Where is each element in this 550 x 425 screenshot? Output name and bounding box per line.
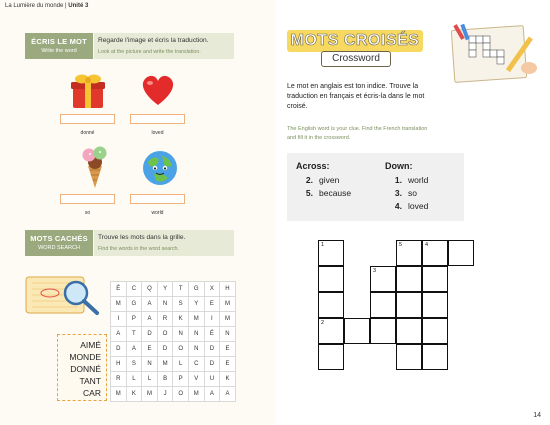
crossword-cell[interactable] [370,318,396,344]
word-list [57,334,107,401]
grid-cell[interactable]: A [126,342,142,357]
grid-cell[interactable]: É [111,282,127,297]
crossword-cell[interactable]: 1 [318,240,344,266]
crossword-cell[interactable] [422,292,448,318]
down-clue: 1. world [394,175,429,185]
list-item: AIMÉ [80,340,101,350]
crossword-cell[interactable] [448,240,474,266]
across-clue: 5. because [305,188,352,198]
grid-row [111,387,236,402]
grid-cell[interactable]: K [173,312,189,327]
grid-cell[interactable]: M [220,312,236,327]
grid-cell[interactable]: N [188,342,204,357]
down-clue: 3. so [394,188,417,198]
crossword-cell[interactable] [344,318,370,344]
grid-cell[interactable]: N [220,327,236,342]
word-search-instructions: Trouve les mots dans la grille. Find the words in the word search. [94,230,234,256]
grid-cell[interactable]: P [173,372,189,387]
grid-cell[interactable]: K [220,372,236,387]
grid-cell[interactable]: U [204,372,220,387]
word-label-1: donné [80,130,95,136]
crossword-cell[interactable]: 2 [318,318,344,344]
answer-box-1[interactable] [60,114,115,124]
crossword-cell[interactable] [396,266,422,292]
grid-cell[interactable]: P [126,312,142,327]
grid-cell[interactable]: R [111,372,127,387]
write-word-tag: ÉCRIS LE MOT Write the word [25,33,93,59]
grid-cell[interactable]: C [188,357,204,372]
answer-box-3[interactable] [60,194,115,204]
crossword-cell[interactable] [318,266,344,292]
grid-cell[interactable]: M [220,297,236,312]
across-clue: 2. given [305,175,340,185]
across-heading: Across: [296,161,330,171]
list-item: CAR [83,388,101,398]
grid-cell[interactable]: T [173,282,189,297]
grid-row [111,357,236,372]
grid-cell[interactable]: M [157,357,173,372]
crossword-subtitle: Crossword [321,51,391,67]
crossword-cell[interactable]: 3 [370,266,396,292]
grid-cell[interactable]: Q [142,282,158,297]
grid-cell[interactable]: H [220,282,236,297]
right-page [275,0,550,425]
grid-cell[interactable]: E [220,357,236,372]
grid-cell[interactable]: O [173,387,189,402]
crossword-cell[interactable] [396,318,422,344]
crossword-cell[interactable] [396,344,422,370]
heart-icon [140,73,176,107]
grid-cell[interactable]: D [204,357,220,372]
grid-cell[interactable]: B [157,372,173,387]
grid-cell[interactable]: E [142,342,158,357]
grid-row [111,342,236,357]
grid-cell[interactable]: D [204,342,220,357]
answer-box-2[interactable] [130,114,185,124]
page-header: La Lumière du monde | Unité 3 [5,3,89,9]
grid-cell[interactable]: N [157,297,173,312]
word-search-grid [110,281,236,402]
grid-cell[interactable]: A [220,387,236,402]
grid-cell[interactable]: M [111,297,127,312]
grid-row [111,297,236,312]
grid-cell[interactable]: N [188,327,204,342]
grid-row [111,327,236,342]
grid-cell[interactable]: T [126,327,142,342]
crossword-instructions-en: The English word is your clue. Find the French translation and fill it in the crossword. [287,126,428,141]
grid-cell[interactable]: D [111,342,127,357]
grid-cell[interactable]: L [126,372,142,387]
down-heading: Down: [385,161,413,171]
grid-cell[interactable]: Y [188,297,204,312]
grid-cell[interactable]: E [220,342,236,357]
word-label-4: world [151,210,164,216]
crossword-cell[interactable]: 5 [396,240,422,266]
grid-cell[interactable]: V [188,372,204,387]
grid-cell[interactable]: D [142,327,158,342]
gift-icon [68,70,108,110]
crossword-cell[interactable] [422,318,448,344]
grid-cell[interactable]: Y [157,282,173,297]
word-label-2: loved [151,130,164,136]
grid-cell[interactable]: A [111,327,127,342]
crossword-cell[interactable] [422,344,448,370]
grid-cell[interactable]: A [142,297,158,312]
grid-cell[interactable]: L [173,357,189,372]
grid-cell[interactable]: A [142,312,158,327]
grid-row [111,312,236,327]
grid-cell[interactable]: I [111,312,127,327]
grid-row [111,372,236,387]
list-item: DONNÉ [70,364,101,374]
grid-row [111,282,236,297]
word-search-tag: MOTS CACHÉS WORD SEARCH [25,230,93,256]
page-number: 14 [533,412,541,419]
grid-cell[interactable]: C [126,282,142,297]
magnifying-glass-icon [22,273,104,319]
grid-cell[interactable]: G [126,297,142,312]
crossword-cell[interactable]: 4 [422,240,448,266]
grid-cell[interactable]: M [142,387,158,402]
grid-cell[interactable]: S [126,357,142,372]
down-clue: 4. loved [394,201,429,211]
grid-cell[interactable]: G [188,282,204,297]
crossword-cell[interactable] [422,266,448,292]
grid-cell[interactable]: D [157,342,173,357]
crossword-cell[interactable] [318,292,344,318]
grid-cell[interactable]: R [157,312,173,327]
grid-cell[interactable]: H [111,357,127,372]
grid-cell[interactable]: N [173,327,189,342]
crossword-cell[interactable] [370,292,396,318]
grid-cell[interactable]: O [157,327,173,342]
answer-box-4[interactable] [130,194,185,204]
list-item: TANT [79,376,101,386]
grid-cell[interactable]: M [188,312,204,327]
grid-cell[interactable]: X [204,282,220,297]
crossword-title: MOTS CROISÉS [287,30,423,52]
write-word-instructions: Regarde l'image et écris la traduction. Look at the picture and write the translation. [94,33,234,59]
grid-cell[interactable]: I [204,312,220,327]
grid-cell[interactable]: A [204,387,220,402]
ice-cream-icon [78,144,112,190]
grid-cell[interactable]: O [173,342,189,357]
grid-cell[interactable]: É [204,327,220,342]
grid-cell[interactable]: E [204,297,220,312]
list-item: MONDE [69,352,101,362]
grid-cell[interactable]: S [173,297,189,312]
grid-cell[interactable]: L [142,372,158,387]
grid-cell[interactable]: M [111,387,127,402]
crossword-instructions-fr: Le mot en anglais est ton indice. Trouve la traduction en français et écris-la dans le mot croisé. [287,83,425,110]
globe-icon [140,148,180,188]
word-label-3: so [84,210,91,216]
grid-cell[interactable]: J [157,387,173,402]
grid-cell[interactable]: M [188,387,204,402]
crossword-illustration-icon [447,22,541,84]
grid-cell[interactable]: K [126,387,142,402]
grid-cell[interactable]: N [142,357,158,372]
clues-box [287,153,464,221]
crossword-cell[interactable] [396,292,422,318]
crossword-cell[interactable] [318,344,344,370]
